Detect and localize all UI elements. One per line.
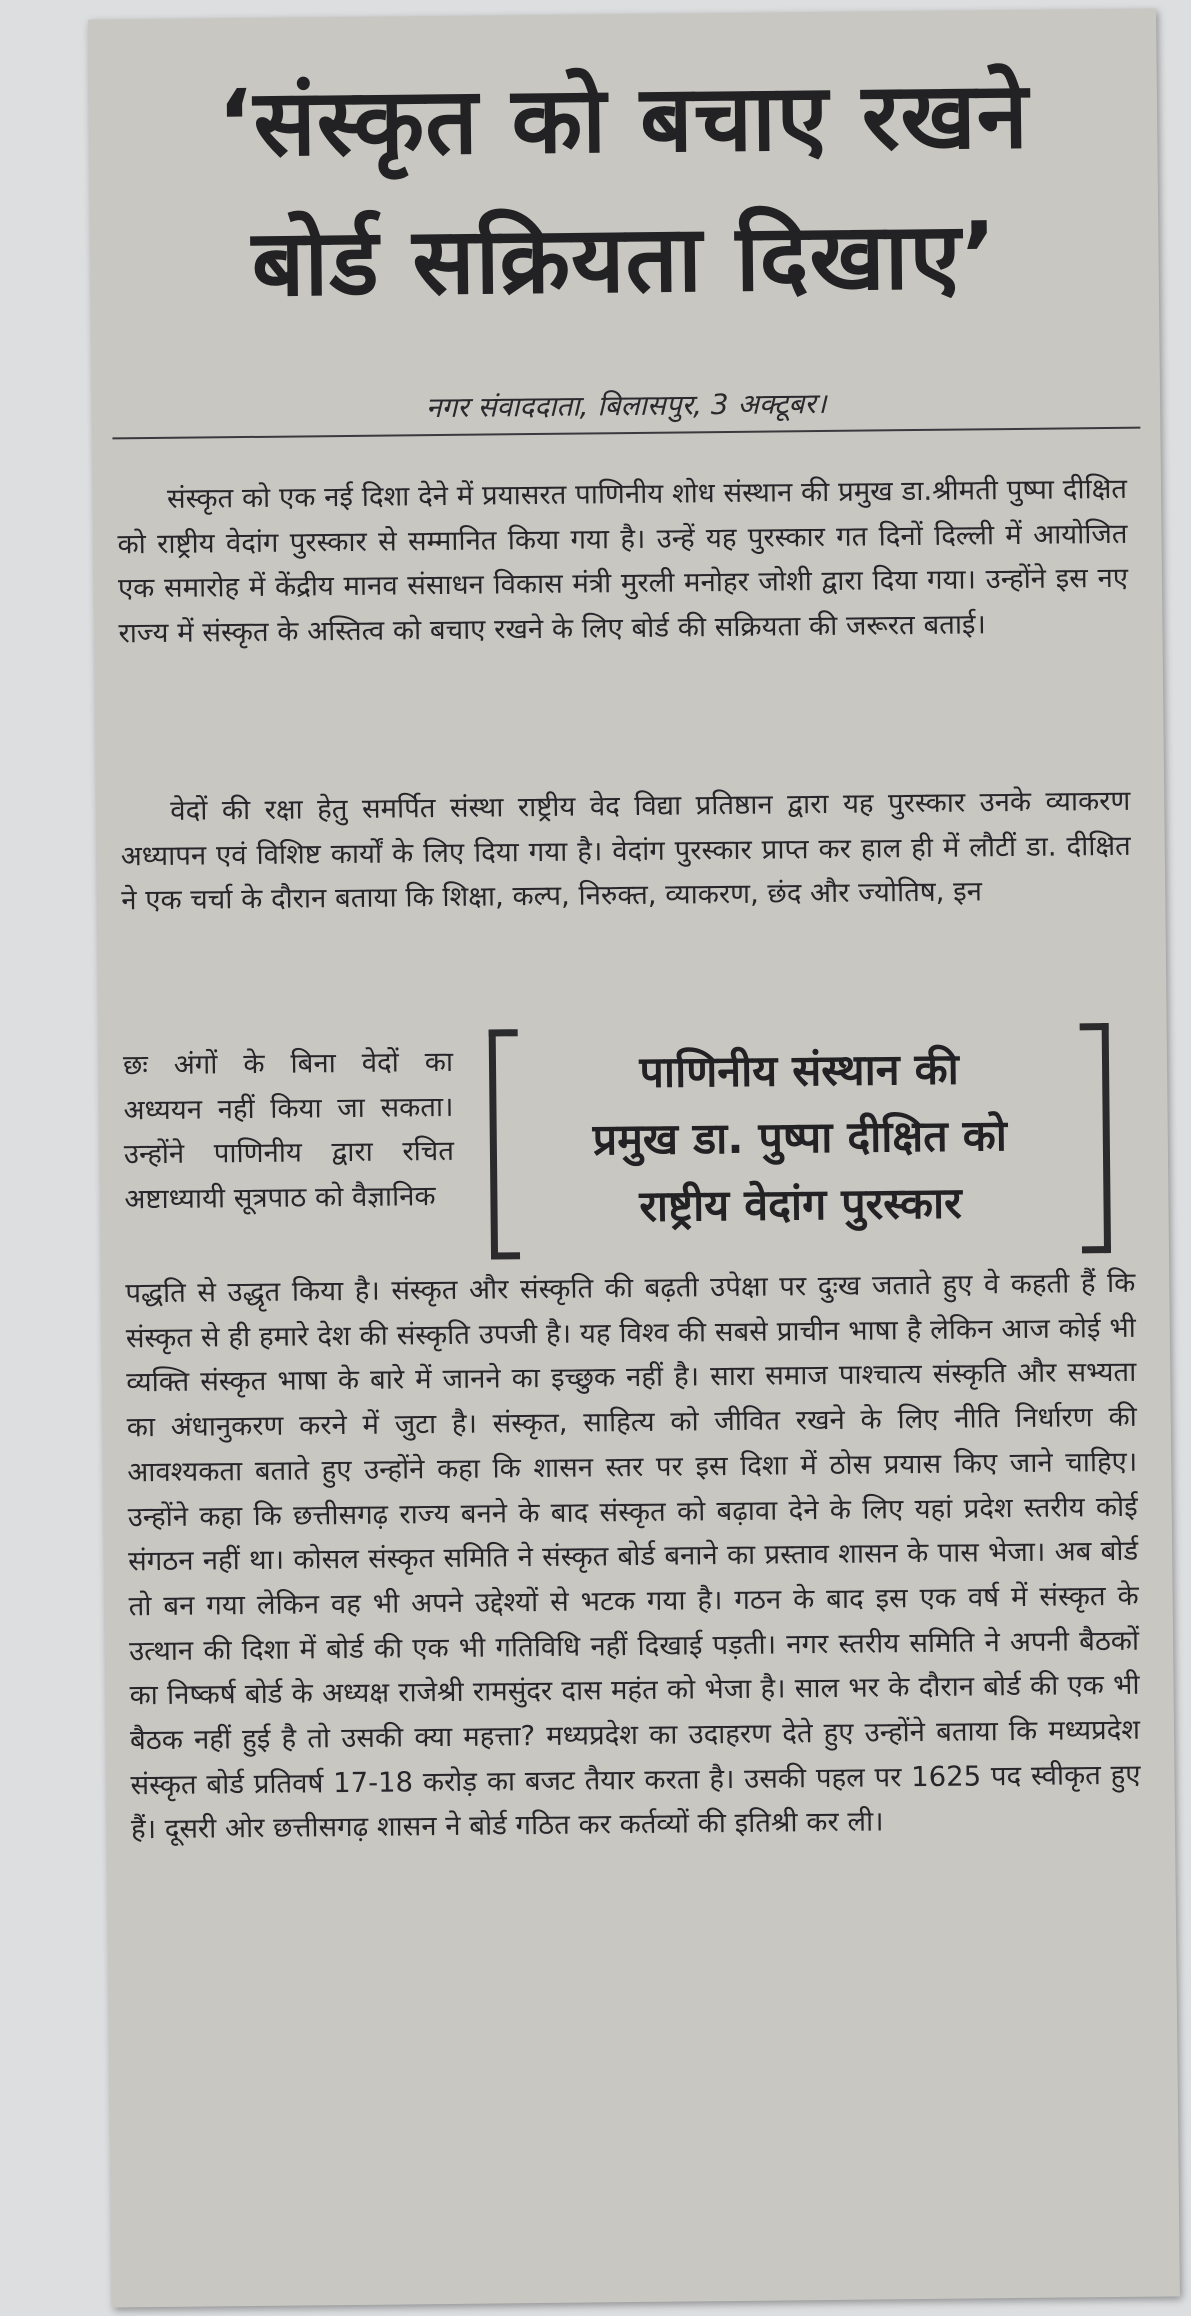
pull-quote-line-1: पाणिनीय संस्थान की [639,1044,959,1098]
left-bracket [489,1029,520,1259]
right-bracket [1080,1023,1111,1253]
pull-quote-box [489,1023,1111,1259]
article-paragraph-2: वेदों की रक्षा हेतु समर्पित संस्था राष्ट्रीय वेद विद्या प्रतिष्ठान द्वारा यह पुरस्कार उनके व्याकरण अध्यापन एवं विशिष्ट कार्यों के लिए दिया गया है। वेदांग पुरस्कार प्राप्त कर हाल ही में लौटीं डा. दीक्षित ने एक चर्चा के दौरान बताया कि शिक्षा, कल्प, निरुक्त, व्याकरण, छंद और ज्योतिष, इन [120,784,1131,917]
pull-quote-line-2: प्रमुख डा. पुष्पा दीक्षित को [592,1111,1008,1166]
headline-line-2: बोर्ड सक्रियता दिखाए’ [251,202,998,317]
article-paragraph-2-narrow: छः अंगों के बिना वेदों का अध्ययन नहीं किया जा सकता। उन्होंने पाणिनीय द्वारा रचित अष्टाध्यायी सूत्रपाठ को वैज्ञानिक [122,1045,455,1215]
newspaper-clipping [88,8,1180,2307]
article-paragraph-1: संस्कृत को एक नई दिशा देने में प्रयासरत पाणिनीय शोध संस्थान की प्रमुख डा.श्रीमती पुष्पा दीक्षित को राष्ट्रीय वेदांग पुरस्कार से सम्मानित किया गया है। उन्हें यह पुरस्कार गत दिनों दिल्ली में आयोजित एक समारोह में केंद्रीय मानव संसाधन विकास मंत्री मुरली मनोहर जोशी द्वारा दिया गया। उन्होंने इस नए राज्य में संस्कृत के अस्तित्व को बचाए रखने के लिए बोर्ड की सक्रियता की जरूरत बताई। [117,472,1129,649]
pull-quote-line-3: राष्ट्रीय वेदांग पुरस्कार [639,1178,962,1232]
divider [112,427,1140,440]
headline-line-1: ‘संस्कृत को बचाए रखने [216,61,1030,178]
headline [88,44,1159,335]
article-paragraph-2-continued: पद्धति से उद्धृत किया है। संस्कृत और संस्कृति की बढ़ती उपेक्षा पर दुःख जताते हुए वे कहती हैं कि संस्कृत से ही हमारे देश की संस्कृति उपजी है। यह विश्व की सबसे प्राचीन भाषा है लेकिन आज कोई भी व्यक्ति संस्कृत भाषा के बारे में जानने का इच्छुक नहीं है। सारा समाज पाश्चात्य संस्कृति और सभ्यता का अंधानुकरण करने में जुटा है। संस्कृत, साहित्य को जीवित रखने के लिए नीति निर्धारण की आवश्यकता बताते हुए उन्होंने कहा कि शासन स्तर पर इस दिशा में ठोस प्रयास किए जाने चाहिए। उन्होंने कहा कि छत्तीसगढ़ राज्य बनने के बाद संस्कृत को बढ़ावा देने के लिए यहां प्रदेश स्तरीय कोई संगठन नहीं था। कोसल संस्कृत समिति ने संस्कृत बोर्ड बनाने का प्रस्ताव शासन के पास भेजा। अब बोर्ड तो बन गया लेकिन वह भी अपने उद्देश्यों से भटक गया है। गठन के बाद इस एक वर्ष में संस्कृत के उत्थान की दिशा में बोर्ड की एक भी गतिविधि नहीं दिखाई पड़ती। नगर स्तरीय समिति ने अपनी बैठकों का निष्कर्ष बोर्ड के अध्यक्ष राजेश्री रामसुंदर दास महंत को भेजा है। साल भर के दौरान बोर्ड की एक भी बैठक नहीं हुई है तो उसकी क्या महत्ता? मध्यप्रदेश का उदाहरण देते हुए उन्होंने बताया कि मध्यप्रदेश संस्कृत बोर्ड प्रतिवर्ष 17-18 करोड़ का बजट तैयार करता है। उसकी पहल पर 1625 पद स्वीकृत हुए हैं। दूसरी ओर छत्तीसगढ़ शासन ने बोर्ड गठित कर कर्तव्यों की इतिश्री कर ली। [125,1266,1141,1846]
dateline: नगर संवाददाता, बिलासपुर, 3 अक्टूबर। [425,386,827,425]
pull-quote-text [519,1035,1081,1242]
